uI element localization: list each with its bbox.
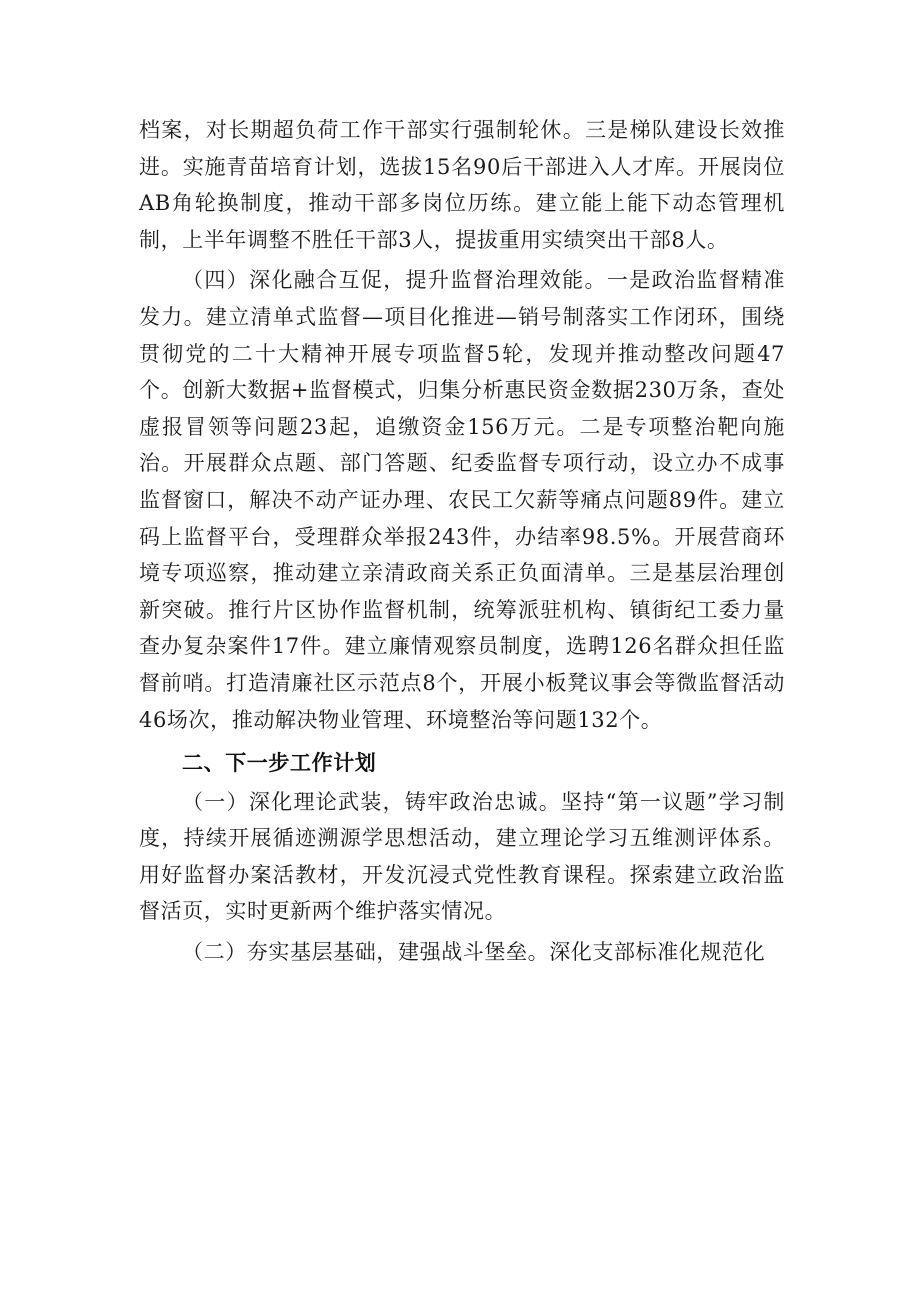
section-heading-next-steps: 二、下一步工作计划 [182, 751, 377, 776]
paragraph-supervision-governance: （四）深化融合互促，提升监督治理效能。一是政治监督精准发力。建立清单式监督—项目化推进—销号制落实工作闭环，围绕贯彻党的二十大精神开展专项监督5轮，发现并推动整改问题47个。创新大数据+监督模式，归集分析惠民资金数据230万条，查处虚报冒领等问题23起，追缴资金156万元。二是专项整治靶向施治。开展群众点题、部门答题、纪委监督专项行动，设立办不成事监督窗口，解决不动产证办理、农民工欠薪等痛点问题89件。建立码上监督平台，受理群众举报243件，办结率98.5%。开展营商环境专项巡察，推动建立亲清政商关系正负面清单。三是基层治理创新突破。推行片区协作监督机制，统筹派驻机构、镇街纪工委力量查办复杂案件17件。建立廉情观察员制度，选聘126名群众担任监督前哨。打造清廉社区示范点8个，开展小板凳议事会等微监督活动46场次，推动解决物业管理、环境整治等问题132个。 [139, 268, 785, 732]
paragraph-cadre-management-continued: 档案，对长期超负荷工作干部实行强制轮休。三是梯队建设长效推进。实施青苗培育计划，选拔15名90后干部进入人才库。开展岗位AB角轮换制度，推动干部多岗位历练。建立能上能下动态管理机制，上半年调整不胜任干部3人，提拔重用实绩突出干部8人。 [139, 118, 785, 252]
document-body [139, 112, 785, 971]
paragraph-theory-armament: （一）深化理论武装，铸牢政治忠诚。坚持“第一议题”学习制度，持续开展循迹溯源学思想活动，建立理论学习五维测评体系。用好监督办案活教材，开发沉浸式党性教育课程。探索建立政治监督活页，实时更新两个维护落实情况。 [139, 789, 785, 924]
paragraph-grassroots-foundation: （二）夯实基层基础，建强战斗堡垒。深化支部标准化规范化 [182, 940, 766, 965]
